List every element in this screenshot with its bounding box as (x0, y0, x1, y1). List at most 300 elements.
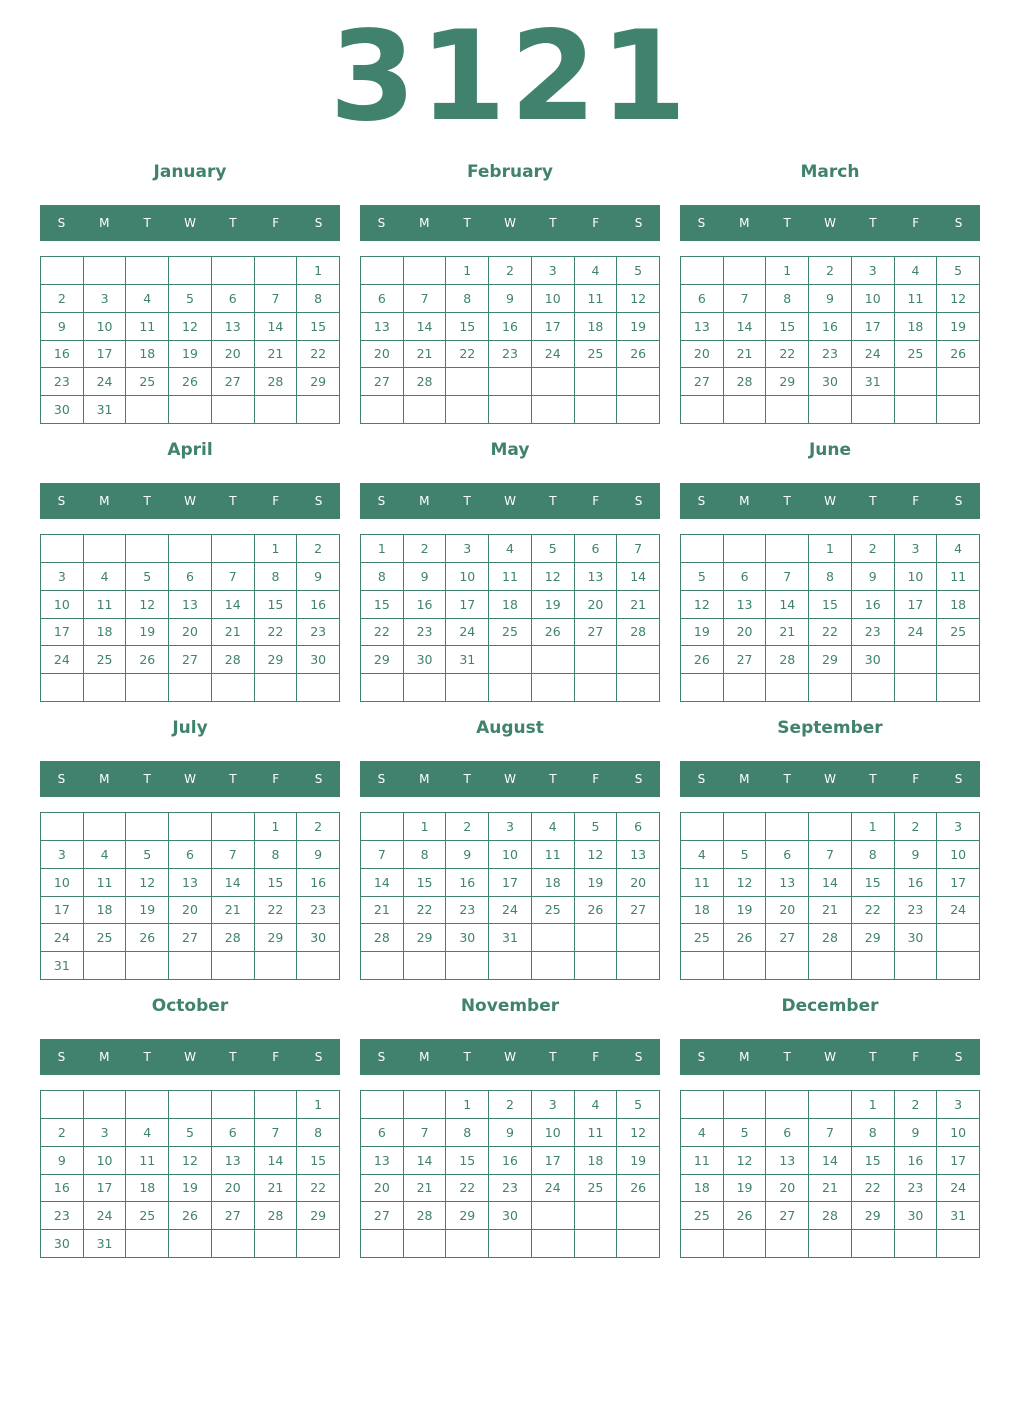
day-cell: 7 (212, 563, 255, 591)
empty-day-cell (404, 674, 447, 702)
weekday-label: T (549, 494, 557, 508)
month-title: July (172, 718, 208, 738)
empty-day-cell (361, 1091, 404, 1119)
day-cell: 19 (617, 313, 660, 341)
empty-day-cell (766, 1091, 809, 1119)
day-cell: 23 (895, 1175, 938, 1203)
empty-day-cell (212, 1230, 255, 1258)
day-cell: 31 (84, 1230, 127, 1258)
empty-day-cell (126, 674, 169, 702)
empty-day-cell (169, 813, 212, 841)
day-cell: 16 (446, 869, 489, 897)
empty-day-cell (361, 396, 404, 424)
empty-day-cell (489, 646, 532, 674)
day-cell: 3 (937, 813, 980, 841)
day-cell: 12 (681, 591, 724, 619)
empty-day-cell (169, 1230, 212, 1258)
weekday-header (360, 483, 660, 519)
day-cell: 20 (212, 341, 255, 369)
weekday-label: S (697, 216, 706, 230)
empty-day-cell (84, 952, 127, 980)
day-cell: 22 (852, 897, 895, 925)
day-cell: 1 (404, 813, 447, 841)
day-cell: 9 (809, 285, 852, 313)
day-cell: 20 (766, 1175, 809, 1203)
day-cell: 29 (809, 646, 852, 674)
day-cell: 6 (169, 841, 212, 869)
day-cell: 12 (617, 285, 660, 313)
empty-day-cell (404, 257, 447, 285)
day-cell: 24 (41, 646, 84, 674)
empty-day-cell (681, 813, 724, 841)
day-cell: 25 (84, 646, 127, 674)
day-cell: 23 (404, 619, 447, 647)
day-cell: 9 (404, 563, 447, 591)
empty-day-cell (852, 1230, 895, 1258)
day-cell: 17 (532, 313, 575, 341)
day-cell: 2 (446, 813, 489, 841)
day-cell: 15 (446, 313, 489, 341)
day-cell: 4 (681, 1119, 724, 1147)
day-cell: 30 (809, 368, 852, 396)
day-cell: 7 (404, 285, 447, 313)
day-cell: 17 (852, 313, 895, 341)
empty-day-cell (126, 535, 169, 563)
weekday-label: F (592, 1050, 600, 1064)
day-cell: 8 (852, 841, 895, 869)
day-cell: 8 (446, 1119, 489, 1147)
day-cell: 21 (809, 897, 852, 925)
day-cell: 27 (169, 646, 212, 674)
day-cell: 27 (766, 924, 809, 952)
day-cell: 25 (895, 341, 938, 369)
weekday-label: W (824, 216, 836, 230)
month-title: October (151, 996, 229, 1016)
weekday-label: T (143, 772, 151, 786)
day-cell: 2 (895, 1091, 938, 1119)
day-cell: 24 (532, 1175, 575, 1203)
empty-day-cell (617, 674, 660, 702)
day-cell: 22 (297, 341, 340, 369)
empty-day-cell (255, 674, 298, 702)
day-cell: 1 (852, 1091, 895, 1119)
weekday-label: W (184, 494, 196, 508)
weekday-label: S (377, 772, 386, 786)
day-cell: 6 (361, 285, 404, 313)
day-cell: 9 (41, 1147, 84, 1175)
empty-day-cell (84, 257, 127, 285)
day-cell: 2 (404, 535, 447, 563)
day-cell: 10 (84, 313, 127, 341)
day-cell: 9 (895, 1119, 938, 1147)
day-cell: 28 (766, 646, 809, 674)
weekday-label: T (549, 1050, 557, 1064)
empty-day-cell (84, 535, 127, 563)
day-cell: 20 (617, 869, 660, 897)
empty-day-cell (895, 396, 938, 424)
empty-day-cell (766, 674, 809, 702)
day-cell: 30 (297, 646, 340, 674)
weekday-label: M (99, 494, 110, 508)
day-cell: 30 (41, 1230, 84, 1258)
day-cell: 13 (361, 313, 404, 341)
day-cell: 6 (724, 563, 767, 591)
day-grid (360, 1090, 660, 1258)
day-cell: 29 (255, 646, 298, 674)
weekday-label: F (592, 216, 600, 230)
day-cell: 20 (681, 341, 724, 369)
day-cell: 11 (532, 841, 575, 869)
day-cell: 30 (446, 924, 489, 952)
empty-day-cell (937, 924, 980, 952)
empty-day-cell (575, 1230, 618, 1258)
day-cell: 30 (895, 1202, 938, 1230)
day-cell: 3 (41, 563, 84, 591)
empty-day-cell (361, 257, 404, 285)
day-cell: 22 (404, 897, 447, 925)
day-cell: 24 (84, 1202, 127, 1230)
empty-day-cell (575, 646, 618, 674)
empty-day-cell (255, 1091, 298, 1119)
weekday-header (680, 761, 980, 797)
day-cell: 13 (169, 869, 212, 897)
day-cell: 14 (212, 591, 255, 619)
day-cell: 14 (766, 591, 809, 619)
day-cell: 6 (361, 1119, 404, 1147)
empty-day-cell (446, 396, 489, 424)
day-cell: 6 (766, 1119, 809, 1147)
empty-day-cell (532, 368, 575, 396)
month-title: August (476, 718, 544, 738)
weekday-label: M (419, 216, 430, 230)
weekday-label: M (739, 216, 750, 230)
empty-day-cell (681, 952, 724, 980)
day-cell: 24 (852, 341, 895, 369)
empty-day-cell (41, 674, 84, 702)
weekday-label: F (272, 1050, 280, 1064)
day-cell: 12 (575, 841, 618, 869)
day-cell: 8 (404, 841, 447, 869)
day-cell: 13 (212, 1147, 255, 1175)
day-cell: 11 (575, 1119, 618, 1147)
day-cell: 24 (446, 619, 489, 647)
weekday-label: T (229, 1050, 237, 1064)
empty-day-cell (681, 674, 724, 702)
day-cell: 18 (575, 313, 618, 341)
empty-day-cell (212, 813, 255, 841)
empty-day-cell (169, 674, 212, 702)
day-cell: 17 (937, 1147, 980, 1175)
day-cell: 7 (212, 841, 255, 869)
empty-day-cell (169, 257, 212, 285)
day-cell: 11 (937, 563, 980, 591)
day-cell: 10 (41, 869, 84, 897)
empty-day-cell (724, 952, 767, 980)
empty-day-cell (724, 1091, 767, 1119)
day-cell: 16 (489, 1147, 532, 1175)
month-title: March (800, 162, 860, 182)
empty-day-cell (126, 952, 169, 980)
weekday-label: F (272, 216, 280, 230)
day-cell: 6 (575, 535, 618, 563)
day-cell: 30 (852, 646, 895, 674)
day-cell: 9 (852, 563, 895, 591)
weekday-label: W (184, 772, 196, 786)
day-cell: 7 (809, 841, 852, 869)
weekday-label: T (463, 216, 471, 230)
day-cell: 10 (446, 563, 489, 591)
empty-day-cell (532, 396, 575, 424)
day-cell: 5 (617, 257, 660, 285)
day-cell: 13 (766, 869, 809, 897)
day-cell: 28 (617, 619, 660, 647)
day-cell: 28 (404, 1202, 447, 1230)
day-cell: 2 (41, 285, 84, 313)
day-cell: 18 (895, 313, 938, 341)
weekday-label: T (143, 494, 151, 508)
weekday-label: M (739, 1050, 750, 1064)
day-cell: 22 (446, 341, 489, 369)
weekday-label: W (824, 494, 836, 508)
month-title: December (781, 996, 879, 1016)
empty-day-cell (361, 674, 404, 702)
empty-day-cell (169, 952, 212, 980)
day-grid (40, 534, 340, 702)
empty-day-cell (446, 952, 489, 980)
empty-day-cell (852, 952, 895, 980)
day-cell: 29 (852, 1202, 895, 1230)
empty-day-cell (84, 813, 127, 841)
day-cell: 24 (41, 924, 84, 952)
empty-day-cell (617, 368, 660, 396)
day-cell: 16 (852, 591, 895, 619)
empty-day-cell (404, 1091, 447, 1119)
weekday-label: F (272, 494, 280, 508)
day-cell: 19 (169, 1175, 212, 1203)
empty-day-cell (937, 368, 980, 396)
day-cell: 21 (724, 341, 767, 369)
day-cell: 5 (169, 1119, 212, 1147)
day-cell: 17 (937, 869, 980, 897)
weekday-label: W (504, 1050, 516, 1064)
empty-day-cell (255, 1230, 298, 1258)
day-cell: 4 (84, 841, 127, 869)
day-cell: 19 (617, 1147, 660, 1175)
day-cell: 14 (404, 1147, 447, 1175)
weekday-label: T (783, 1050, 791, 1064)
empty-day-cell (212, 396, 255, 424)
day-cell: 26 (617, 341, 660, 369)
empty-day-cell (489, 952, 532, 980)
day-grid (680, 256, 980, 424)
day-cell: 18 (532, 869, 575, 897)
empty-day-cell (404, 396, 447, 424)
empty-day-cell (255, 257, 298, 285)
day-cell: 17 (84, 341, 127, 369)
weekday-label: W (824, 1050, 836, 1064)
day-cell: 8 (255, 841, 298, 869)
day-grid (360, 534, 660, 702)
weekday-label: S (954, 216, 963, 230)
empty-day-cell (617, 396, 660, 424)
empty-day-cell (809, 396, 852, 424)
weekday-label: W (184, 216, 196, 230)
empty-day-cell (404, 1230, 447, 1258)
empty-day-cell (169, 1091, 212, 1119)
weekday-label: M (99, 772, 110, 786)
empty-day-cell (724, 396, 767, 424)
day-cell: 26 (169, 1202, 212, 1230)
day-cell: 19 (681, 619, 724, 647)
empty-day-cell (489, 674, 532, 702)
weekday-label: W (504, 772, 516, 786)
day-cell: 7 (724, 285, 767, 313)
day-cell: 15 (852, 1147, 895, 1175)
empty-day-cell (212, 257, 255, 285)
day-cell: 19 (575, 869, 618, 897)
weekday-label: S (314, 216, 323, 230)
day-cell: 14 (212, 869, 255, 897)
day-cell: 31 (937, 1202, 980, 1230)
day-cell: 10 (937, 841, 980, 869)
weekday-header (40, 205, 340, 241)
day-cell: 5 (681, 563, 724, 591)
empty-day-cell (361, 952, 404, 980)
day-cell: 3 (84, 1119, 127, 1147)
day-cell: 25 (681, 1202, 724, 1230)
day-cell: 2 (41, 1119, 84, 1147)
day-cell: 25 (575, 341, 618, 369)
empty-day-cell (532, 1202, 575, 1230)
empty-day-cell (937, 674, 980, 702)
day-cell: 19 (169, 341, 212, 369)
empty-day-cell (361, 1230, 404, 1258)
day-cell: 14 (809, 1147, 852, 1175)
day-grid (360, 256, 660, 424)
day-cell: 1 (446, 1091, 489, 1119)
day-cell: 22 (446, 1175, 489, 1203)
day-cell: 13 (361, 1147, 404, 1175)
day-cell: 3 (489, 813, 532, 841)
day-cell: 16 (895, 1147, 938, 1175)
weekday-label: T (549, 772, 557, 786)
day-cell: 20 (169, 619, 212, 647)
weekday-label: T (463, 494, 471, 508)
empty-day-cell (126, 1230, 169, 1258)
day-cell: 13 (212, 313, 255, 341)
day-cell: 18 (84, 897, 127, 925)
empty-day-cell (532, 924, 575, 952)
month-title: May (490, 440, 530, 460)
day-cell: 16 (41, 1175, 84, 1203)
day-cell: 4 (489, 535, 532, 563)
day-cell: 29 (766, 368, 809, 396)
day-cell: 23 (41, 368, 84, 396)
day-cell: 11 (489, 563, 532, 591)
weekday-label: S (634, 772, 643, 786)
weekday-header (360, 1039, 660, 1075)
day-cell: 10 (41, 591, 84, 619)
day-cell: 3 (84, 285, 127, 313)
weekday-label: F (912, 494, 920, 508)
day-cell: 15 (297, 313, 340, 341)
day-cell: 1 (255, 535, 298, 563)
weekday-label: T (143, 216, 151, 230)
day-cell: 10 (852, 285, 895, 313)
day-cell: 7 (766, 563, 809, 591)
day-cell: 3 (532, 257, 575, 285)
day-cell: 21 (809, 1175, 852, 1203)
day-cell: 11 (681, 869, 724, 897)
year-title: 3121 (329, 5, 691, 149)
day-cell: 20 (212, 1175, 255, 1203)
day-cell: 21 (361, 897, 404, 925)
day-cell: 19 (724, 897, 767, 925)
day-cell: 14 (724, 313, 767, 341)
day-cell: 26 (617, 1175, 660, 1203)
empty-day-cell (41, 257, 84, 285)
day-cell: 27 (361, 1202, 404, 1230)
day-cell: 16 (297, 591, 340, 619)
weekday-label: M (419, 494, 430, 508)
day-cell: 26 (532, 619, 575, 647)
day-cell: 26 (169, 368, 212, 396)
day-cell: 12 (532, 563, 575, 591)
day-cell: 25 (126, 1202, 169, 1230)
day-grid (680, 812, 980, 980)
month-title: January (153, 162, 227, 182)
day-cell: 30 (41, 396, 84, 424)
day-cell: 5 (532, 535, 575, 563)
empty-day-cell (489, 368, 532, 396)
day-cell: 15 (404, 869, 447, 897)
empty-day-cell (126, 396, 169, 424)
day-cell: 27 (766, 1202, 809, 1230)
day-cell: 21 (766, 619, 809, 647)
day-cell: 23 (297, 897, 340, 925)
day-cell: 26 (126, 924, 169, 952)
empty-day-cell (852, 396, 895, 424)
day-cell: 23 (895, 897, 938, 925)
weekday-label: T (229, 216, 237, 230)
empty-day-cell (126, 257, 169, 285)
day-cell: 14 (255, 313, 298, 341)
day-cell: 11 (895, 285, 938, 313)
empty-day-cell (532, 646, 575, 674)
day-cell: 25 (84, 924, 127, 952)
day-cell: 9 (895, 841, 938, 869)
day-grid (40, 256, 340, 424)
day-cell: 26 (937, 341, 980, 369)
day-cell: 12 (169, 1147, 212, 1175)
day-cell: 27 (575, 619, 618, 647)
empty-day-cell (766, 952, 809, 980)
day-cell: 23 (297, 619, 340, 647)
empty-day-cell (575, 396, 618, 424)
day-cell: 15 (255, 591, 298, 619)
day-cell: 27 (724, 646, 767, 674)
empty-day-cell (212, 674, 255, 702)
empty-day-cell (617, 1230, 660, 1258)
day-grid (680, 1090, 980, 1258)
day-cell: 11 (126, 313, 169, 341)
weekday-label: S (314, 1050, 323, 1064)
day-cell: 29 (255, 924, 298, 952)
day-cell: 3 (41, 841, 84, 869)
weekday-label: T (869, 772, 877, 786)
day-cell: 4 (126, 1119, 169, 1147)
day-cell: 19 (724, 1175, 767, 1203)
